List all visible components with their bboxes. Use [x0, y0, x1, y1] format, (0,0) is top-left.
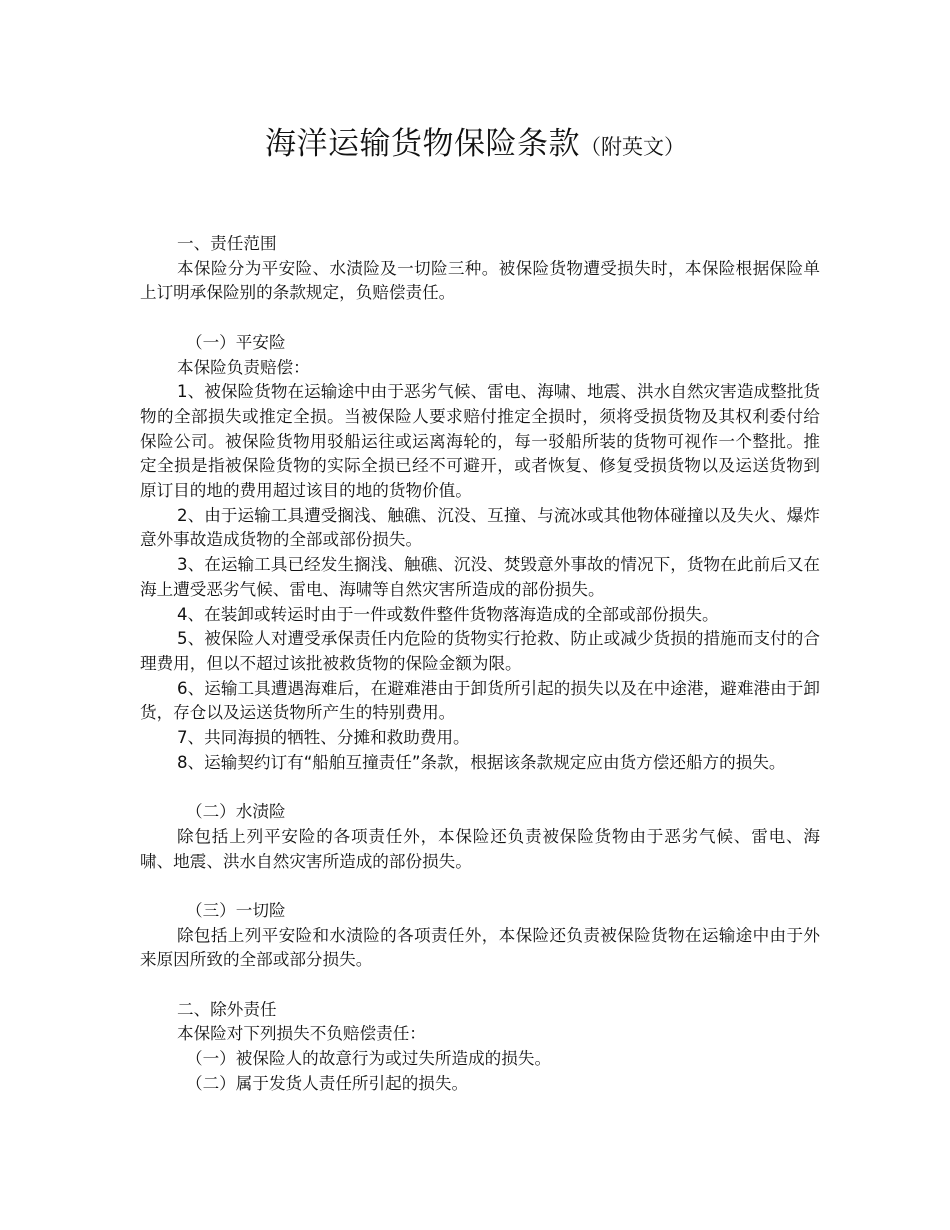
spacer	[140, 874, 820, 899]
fpa-item-8: 8、运输契约订有“船舶互撞责任”条款，根据该条款规定应由货方偿还船方的损失。	[177, 752, 786, 772]
fpa-item-7: 7、共同海损的牺牲、分摊和救助费用。	[177, 728, 470, 748]
document-body	[140, 232, 820, 1097]
document-title	[0, 118, 950, 163]
fpa-item-5: 5、被保险人对遭受承保责任内危险的货物实行抢救、防止或减少货损的措施而支付的合理费用，但以不超过该批被救货物的保险金额为限。	[140, 629, 820, 673]
fpa-item-6: 6、运输工具遭遇海难后，在避难港由于卸货所引起的损失以及在中途港，避难港由于卸货，存仓以及运送货物所产生的特别费用。	[140, 678, 820, 723]
fpa-item-3: 3、在运输工具已经发生搁浅、触礁、沉没、焚毁意外事故的情况下，货物在此前后又在海上遭受恶劣气候、雷电、海啸等自然灾害所造成的部份损失。	[140, 555, 820, 599]
title-subtitle: （附英文）	[580, 135, 685, 159]
subsection-heading-all-risks: （三）一切险	[186, 900, 286, 920]
fpa-item-2: 2、由于运输工具遭受搁浅、触礁、沉没、互撞、与流冰或其他物体碰撞以及失火、爆炸意外事故造成货物的全部或部份损失。	[140, 505, 820, 550]
fpa-item-1: 1、被保险货物在运输途中由于恶劣气候、雷电、海啸、地震、洪水自然灾害造成整批货物的全部损失或推定全损。当被保险人要求赔付推定全损时，须将受损货物及其权利委付给保险公司。被保险货物用驳船运往或运离海轮的，每一驳船所装的货物可视作一个整批。推定全损是指被保险货物的实际全损已经不可避开，或者恢复、修复受损货物以及运送货物到原订目的地的费用超过该目的地的货物价值。	[140, 382, 820, 501]
all-risks-text: 除包括上列平安险和水渍险的各项责任外，本保险还负责被保险货物在运输途中由于外来原因所致的全部或部分损失。	[140, 925, 820, 970]
section-heading-exclusions: 二、除外责任	[177, 999, 277, 1019]
exclusions-lead: 本保险对下列损失不负赔偿责任：	[177, 1024, 426, 1044]
subsection-heading-fpa: （一）平安险	[186, 332, 286, 352]
spacer	[140, 775, 820, 800]
fpa-item-4: 4、在装卸或转运时由于一件或数件整件货物落海造成的全部或部份损失。	[177, 604, 719, 624]
exclusion-item-2: （二）属于发货人责任所引起的损失。	[186, 1073, 469, 1093]
subsection-heading-wa: （二）水渍险	[186, 802, 286, 822]
spacer	[140, 973, 820, 998]
wa-text: 除包括上列平安险的各项责任外，本保险还负责被保险货物由于恶劣气候、雷电、海啸、地震、洪水自然灾害所造成的部份损失。	[140, 826, 820, 871]
spacer	[140, 306, 820, 331]
title-main: 海洋运输货物保险条款	[265, 126, 580, 162]
section-heading-scope: 一、责任范围	[177, 234, 277, 253]
scope-intro: 本保险分为平安险、水渍险及一切险三种。被保险货物遭受损失时，本保险根据保险单上订明承保险别的条款规定，负赔偿责任。	[140, 258, 820, 303]
exclusion-item-1: （一）被保险人的故意行为或过失所造成的损失。	[186, 1049, 552, 1069]
fpa-lead: 本保险负责赔偿：	[177, 357, 310, 377]
